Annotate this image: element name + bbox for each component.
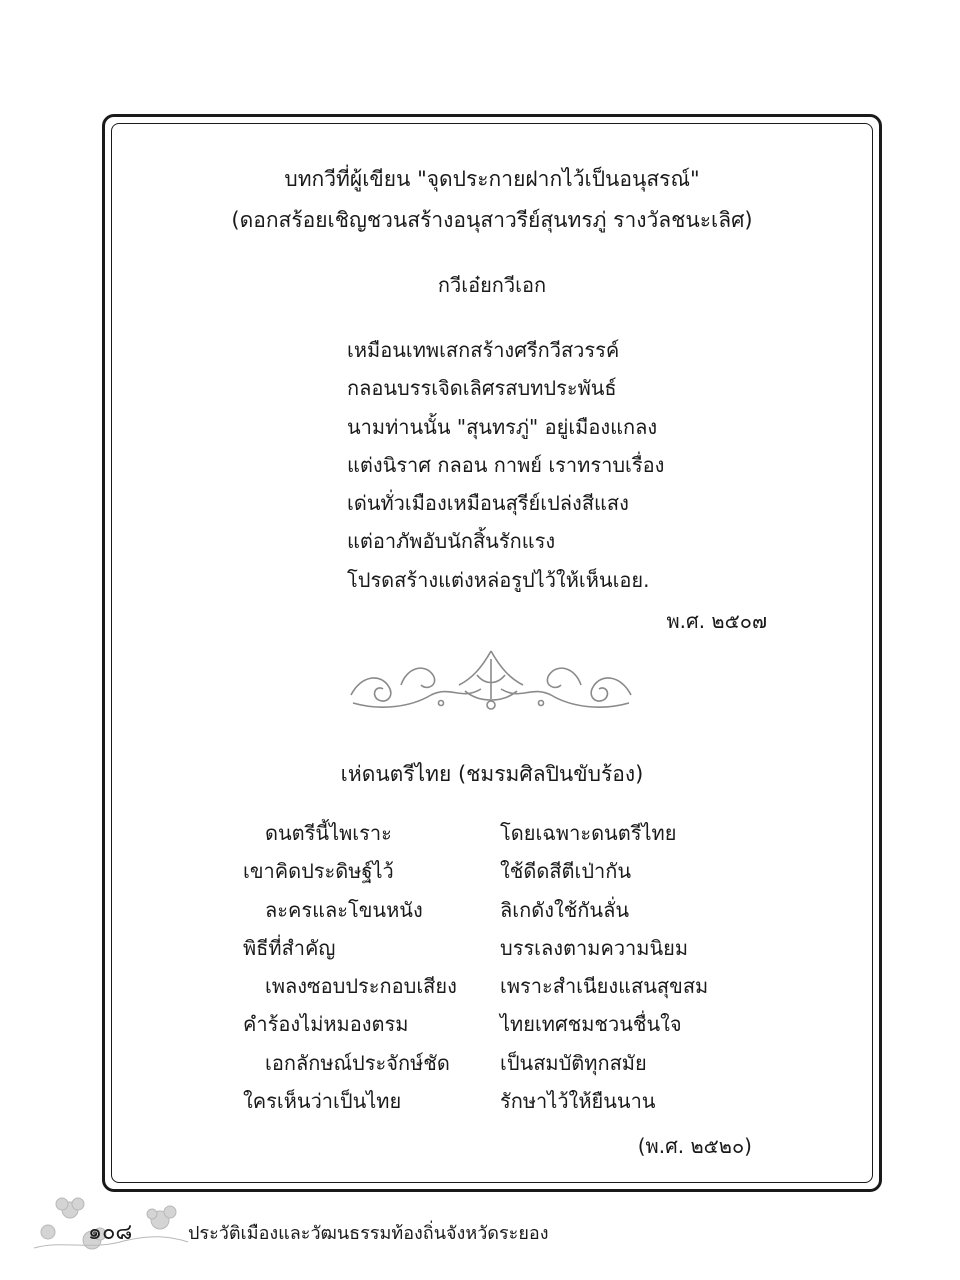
poem2-row [243,1011,763,1049]
poem2-left-verse: พิธีที่สำคัญ [243,935,336,960]
poem2-left-verse: ใครเห็นว่าเป็นไทย [243,1089,402,1114]
page-footer [0,1196,960,1266]
poem2-title: เห่ดนตรีไทย (ชมรมศิลปินขับร้อง) [340,762,644,786]
poem2-left-verse: ละครและโขนหนัง [265,897,423,922]
poem2-left-verse: เพลงซอบประกอบเสียง [265,974,457,999]
poem2-left-verse: คำร้องไม่หมองตรม [243,1012,409,1037]
poem2-left-verse: เอกลักษณ์ประจักษ์ชัด [265,1050,450,1075]
poem1-subtitle: กวีเอ๋ยกวีเอก [437,273,547,297]
poem2-date: (พ.ศ. ๒๕๒๐) [637,1134,752,1158]
poem1-line: แต่งนิราศ กลอน กาพย์ เราทราบเรื่อง [347,452,665,477]
poem1-line: โปรดสร้างแต่งหล่อรูปไว้ให้เห็นเอย. [347,567,650,592]
poem2-right-verse: รักษาไว้ให้ยืนนาน [500,1089,656,1114]
thai-kranok-ornament-icon [341,645,641,717]
book-title: ประวัติเมืองและวัฒนธรรมท้องถิ่นจังหวัดระยอง [188,1223,549,1244]
poem2-right-verse: ไทยเทศชมชวนชื่นใจ [500,1012,682,1037]
poem2-row [243,973,763,1011]
poem2-right-verse: โดยเฉพาะดนตรีไทย [500,821,677,845]
poem1-line: เด่นทั่วเมืองเหมือนสุรีย์เปล่งสีแสง [347,491,629,516]
poem2-row [243,820,763,858]
poem1-line: เหมือนเทพเสกสร้างศรีกวีสวรรค์ [347,338,620,362]
page-border [102,114,882,1192]
poem2-row [243,858,763,896]
poem1-date: พ.ศ. ๒๕๐๗ [666,609,767,633]
poem2-row [243,935,763,973]
poem2-right-verse: บรรเลงตามความนิยม [500,935,689,960]
poem1-line: แต่อาภัพอับนักสิ้นรักแรง [347,529,556,554]
poem1-title-line2: (ดอกสร้อยเชิญชวนสร้างอนุสาวรีย์สุนทรภู่ รางวัลชนะเลิศ) [231,208,753,232]
poem2-row [243,897,763,935]
poem2-right-verse: เพราะสำเนียงแสนสุขสม [500,974,709,999]
poem2-right-verse: เป็นสมบัติทุกสมัย [500,1050,647,1075]
poem2-left-verse: เขาคิดประดิษฐ์ไว้ [243,859,394,884]
poem2-right-verse: ลิเกดังใช้กันลั่น [500,897,630,922]
poem2-row [243,1088,763,1126]
poem1-title-line1: บทกวีที่ผู้เขียน "จุดประกายฝากไว้เป็นอนุสรณ์" [284,167,700,191]
poem1-line: นามท่านนั้น "สุนทรภู่" อยู่เมืองแกลง [347,414,658,439]
poem1-body [347,337,664,605]
poem2-row [243,1050,763,1088]
page-number: ๑๐๘ [88,1220,133,1245]
poem2-body [243,820,763,1126]
poem2-right-verse: ใช้ดีดสีตีเป่ากัน [500,859,632,884]
poem2-left-verse: ดนตรีนี้ไพเราะ [265,821,392,845]
poem1-line: กลอนบรรเจิดเลิศรสบทประพันธ์ [347,376,617,401]
